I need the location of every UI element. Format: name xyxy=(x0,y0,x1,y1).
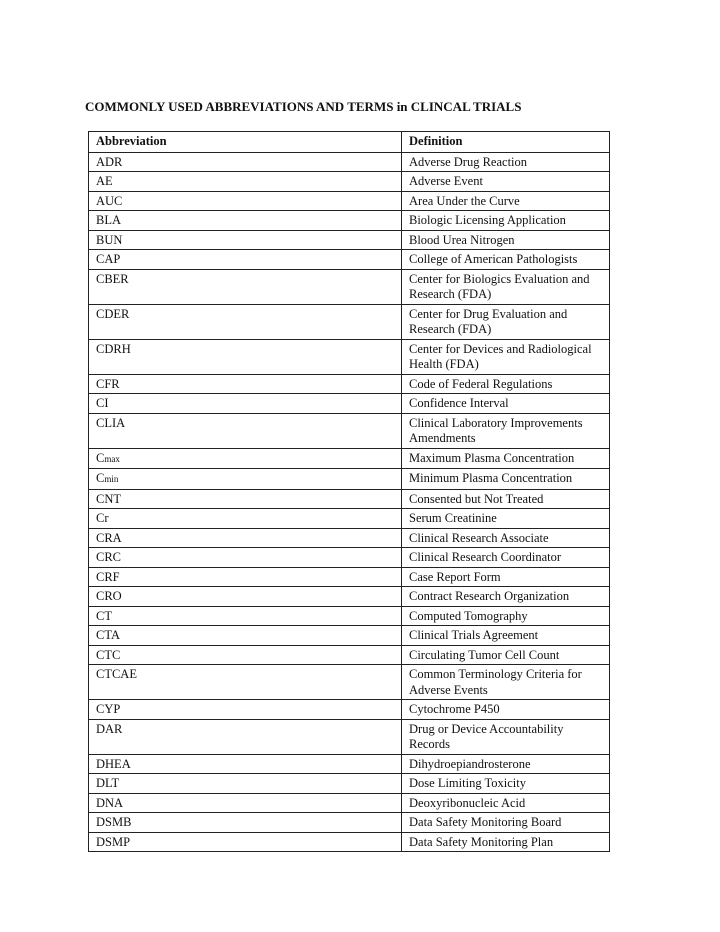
abbreviation-cell xyxy=(89,606,402,626)
definition-cell: Drug or Device Accountability Records xyxy=(402,719,610,754)
table-row xyxy=(89,700,610,720)
definition-cell: Clinical Trials Agreement xyxy=(402,626,610,646)
definition-cell: Maximum Plasma Concentration xyxy=(402,448,610,469)
abbreviation-text: CNT xyxy=(96,491,121,506)
abbreviation-text: CTA xyxy=(96,628,120,642)
table-row xyxy=(89,269,610,304)
abbreviation-text: AE xyxy=(96,174,113,188)
abbreviation-cell xyxy=(89,548,402,568)
page-title: COMMONLY USED ABBREVIATIONS AND TERMS in CLINCAL TRIALS xyxy=(85,99,522,114)
abbreviation-cell xyxy=(89,172,402,192)
abbreviation-cell xyxy=(89,250,402,270)
table-row xyxy=(89,645,610,665)
table-row xyxy=(89,626,610,646)
abbreviation-cell xyxy=(89,152,402,172)
abbreviation-cell xyxy=(89,793,402,813)
abbreviation-cell xyxy=(89,211,402,231)
abbreviation-text: C xyxy=(96,471,105,485)
definition-cell: Consented but Not Treated xyxy=(402,489,610,509)
abbreviation-cell xyxy=(89,700,402,720)
table-row xyxy=(89,191,610,211)
abbreviation-cell xyxy=(89,489,402,509)
abbreviation-cell xyxy=(89,832,402,852)
table-row xyxy=(89,774,610,794)
table-row xyxy=(89,587,610,607)
definition-cell: Contract Research Organization xyxy=(402,587,610,607)
table-row xyxy=(89,374,610,394)
abbreviation-text: CLIA xyxy=(96,415,126,430)
table-row xyxy=(89,448,610,469)
table-row xyxy=(89,665,610,700)
definition-cell: Adverse Drug Reaction xyxy=(402,152,610,172)
abbreviation-cell xyxy=(89,191,402,211)
abbreviation-text: BUN xyxy=(96,232,123,247)
definition-cell: Clinical Laboratory Improvements Amendments xyxy=(402,413,610,448)
definition-cell: Center for Devices and Radiological Health (FDA) xyxy=(402,339,610,374)
abbreviation-text: BLA xyxy=(96,213,121,227)
abbreviation-text: AUC xyxy=(96,193,123,208)
abbreviation-text: CAP xyxy=(96,252,121,266)
abbreviation-text: CTCAE xyxy=(96,667,137,681)
table-row xyxy=(89,528,610,548)
abbreviation-subscript: max xyxy=(104,453,120,464)
abbreviation-cell xyxy=(89,374,402,394)
definition-cell: Cytochrome P450 xyxy=(402,700,610,720)
definition-cell: College of American Pathologists xyxy=(402,250,610,270)
abbreviation-subscript: min xyxy=(104,474,119,484)
abbreviation-text: CI xyxy=(96,396,109,410)
abbreviation-text: DHEA xyxy=(96,756,131,771)
table-row xyxy=(89,793,610,813)
abbreviation-cell xyxy=(89,394,402,414)
abbreviation-cell xyxy=(89,230,402,250)
table-row xyxy=(89,394,610,414)
table-row xyxy=(89,832,610,852)
definition-cell: Clinical Research Coordinator xyxy=(402,548,610,568)
table-row xyxy=(89,469,610,490)
abbreviation-text: CT xyxy=(96,608,112,623)
abbreviation-cell xyxy=(89,665,402,700)
table-row xyxy=(89,250,610,270)
abbreviation-text: DNA xyxy=(96,795,124,810)
column-header-definition: Definition xyxy=(402,132,610,153)
abbreviation-cell xyxy=(89,509,402,529)
table-row xyxy=(89,754,610,774)
abbreviation-cell xyxy=(89,339,402,374)
abbreviation-cell xyxy=(89,448,402,469)
definition-cell: Computed Tomography xyxy=(402,606,610,626)
table-row xyxy=(89,304,610,339)
table-row xyxy=(89,230,610,250)
definition-cell: Case Report Form xyxy=(402,567,610,587)
definition-cell: Deoxyribonucleic Acid xyxy=(402,793,610,813)
abbreviation-text: DLT xyxy=(96,776,120,790)
abbreviation-cell xyxy=(89,304,402,339)
column-header-abbreviation: Abbreviation xyxy=(89,132,402,153)
abbreviation-text: CRO xyxy=(96,589,122,603)
abbreviation-cell xyxy=(89,813,402,833)
abbreviation-cell xyxy=(89,645,402,665)
definition-cell: Data Safety Monitoring Board xyxy=(402,813,610,833)
definition-cell: Biologic Licensing Application xyxy=(402,211,610,231)
table-row xyxy=(89,172,610,192)
table-row xyxy=(89,211,610,231)
abbreviation-text: CRF xyxy=(96,569,120,584)
abbreviation-cell xyxy=(89,754,402,774)
definition-cell: Code of Federal Regulations xyxy=(402,374,610,394)
definition-cell: Adverse Event xyxy=(402,172,610,192)
abbreviation-text: CRC xyxy=(96,550,122,564)
definition-cell: Center for Biologics Evaluation and Research (FDA) xyxy=(402,269,610,304)
definition-cell: Confidence Interval xyxy=(402,394,610,414)
abbreviation-cell xyxy=(89,469,402,490)
table-row xyxy=(89,567,610,587)
table-row xyxy=(89,339,610,374)
definition-cell: Circulating Tumor Cell Count xyxy=(402,645,610,665)
table-row xyxy=(89,813,610,833)
abbreviation-text: CDER xyxy=(96,306,130,321)
definition-cell: Dihydroepiandrosterone xyxy=(402,754,610,774)
abbreviation-text: Cr xyxy=(96,511,109,525)
table-row xyxy=(89,719,610,754)
table-row xyxy=(89,606,610,626)
abbreviation-text: CYP xyxy=(96,702,121,716)
abbreviation-cell xyxy=(89,587,402,607)
table-header-row xyxy=(89,132,610,153)
definition-cell: Data Safety Monitoring Plan xyxy=(402,832,610,852)
abbreviation-text: DSMP xyxy=(96,834,131,849)
abbreviation-text: DSMB xyxy=(96,815,132,829)
definition-cell: Blood Urea Nitrogen xyxy=(402,230,610,250)
definition-cell: Serum Creatinine xyxy=(402,509,610,529)
table-body xyxy=(89,152,610,852)
abbreviation-cell xyxy=(89,528,402,548)
abbreviation-cell xyxy=(89,269,402,304)
abbreviations-table xyxy=(88,131,610,852)
table-row xyxy=(89,548,610,568)
abbreviation-text: CDRH xyxy=(96,341,131,356)
definition-cell: Minimum Plasma Concentration xyxy=(402,469,610,490)
abbreviation-text: CBER xyxy=(96,271,129,286)
definition-cell: Clinical Research Associate xyxy=(402,528,610,548)
table-row xyxy=(89,413,610,448)
definition-cell: Common Terminology Criteria for Adverse Events xyxy=(402,665,610,700)
definition-cell: Center for Drug Evaluation and Research (FDA) xyxy=(402,304,610,339)
abbreviation-cell xyxy=(89,413,402,448)
abbreviation-text: CRA xyxy=(96,530,122,545)
abbreviation-cell xyxy=(89,774,402,794)
abbreviation-cell xyxy=(89,719,402,754)
abbreviation-text: CTC xyxy=(96,647,121,662)
abbreviation-cell xyxy=(89,567,402,587)
table-row xyxy=(89,152,610,172)
definition-cell: Dose Limiting Toxicity xyxy=(402,774,610,794)
abbreviation-text: ADR xyxy=(96,154,123,169)
table-row xyxy=(89,509,610,529)
definition-cell: Area Under the Curve xyxy=(402,191,610,211)
abbreviation-text: C xyxy=(96,450,105,465)
abbreviation-cell xyxy=(89,626,402,646)
abbreviation-text: DAR xyxy=(96,721,123,736)
abbreviation-text: CFR xyxy=(96,376,120,391)
table-row xyxy=(89,489,610,509)
